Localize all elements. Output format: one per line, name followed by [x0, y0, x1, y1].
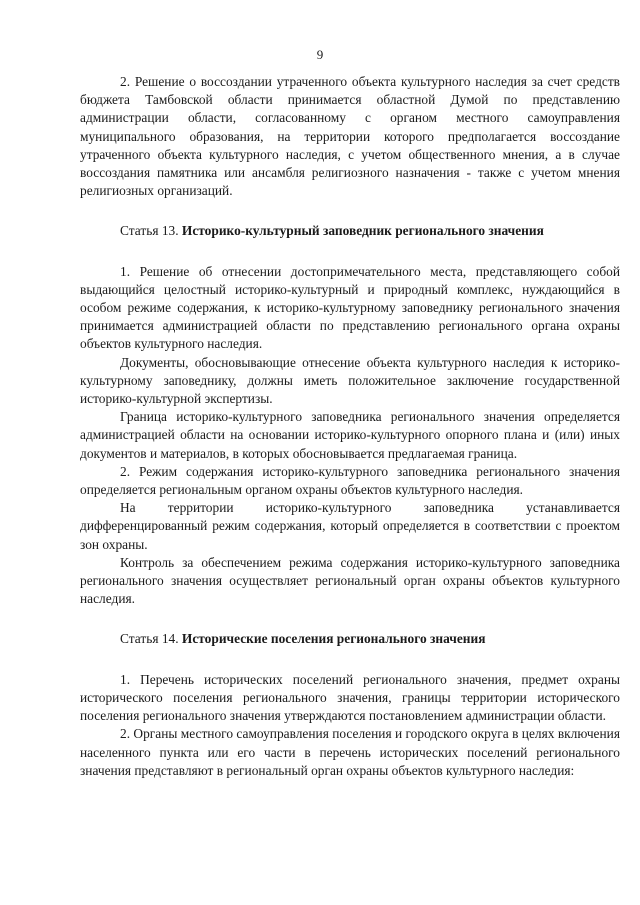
article-14-title: Исторические поселения регионального значения: [181, 631, 486, 647]
document-body: [80, 73, 620, 780]
paragraph: На территории историко-культурного заповедника устанавливается дифференцированный режим содержания, который определяется в соответствии с проектом зон охраны.: [80, 500, 620, 552]
page-number: 9: [316, 47, 324, 62]
article-14-heading: [80, 630, 620, 648]
article-13-title: Историко-культурный заповедник регионального значения: [181, 223, 544, 239]
article-13-prefix: Статья 13.: [120, 223, 182, 239]
paragraph: 2. Органы местного самоуправления поселения и городского округа в целях включения населенного пункта или его части в перечень исторических поселений регионального значения представляют в региональный орган охраны объектов культурного наследия:: [80, 726, 620, 778]
paragraph: 1. Перечень исторических поселений регионального значения, предмет охраны исторического поселения регионального значения, границы территории исторического поселения регионального значения утверждаются постановлением администрации области.: [80, 671, 620, 724]
paragraph: Граница историко-культурного заповедника регионального значения определяется администрацией области на основании историко-культурного опорного плана и (или) иных документов и материалов, в которых обосновывается предлагаемая граница.: [80, 409, 620, 461]
paragraph: 1. Решение об отнесении достопримечательного места, представляющего собой выдающийся целостный историко-культурный и природный комплекс, нуждающийся в особом режиме содержания, к историко-культурному заповеднику регионального значения принимается администрацией области по представлению регионального органа охраны объектов культурного наследия.: [80, 263, 620, 352]
paragraph: 2. Режим содержания историко-культурного заповедника регионального значения определяется региональным органом охраны объектов культурного наследия.: [80, 463, 620, 498]
paragraph: 2. Решение о воссоздании утраченного объекта культурного наследия за счет средств бюджета Тамбовской области принимается областной Думой по представлению администрации области, согласованному с органом местного самоуправления муниципального образования, на территории которого предполагается воссоздание утраченного объекта культурного наследия, с учетом общественного мнения, а в случае воссоздания памятника или ансамбля религиозного назначения - также с учетом мнения религиозных организаций.: [80, 74, 620, 199]
paragraph: Контроль за обеспечением режима содержания историко-культурного заповедника регионального значения осуществляет региональный орган охраны объектов культурного наследия.: [80, 554, 620, 607]
article-13-heading: [80, 222, 620, 240]
paragraph: Документы, обосновывающие отнесение объекта культурного наследия к историко-культурному заповеднику, должны иметь положительное заключение государственной историко-культурной экспертизы.: [80, 354, 620, 407]
article-14-prefix: Статья 14.: [120, 631, 182, 647]
